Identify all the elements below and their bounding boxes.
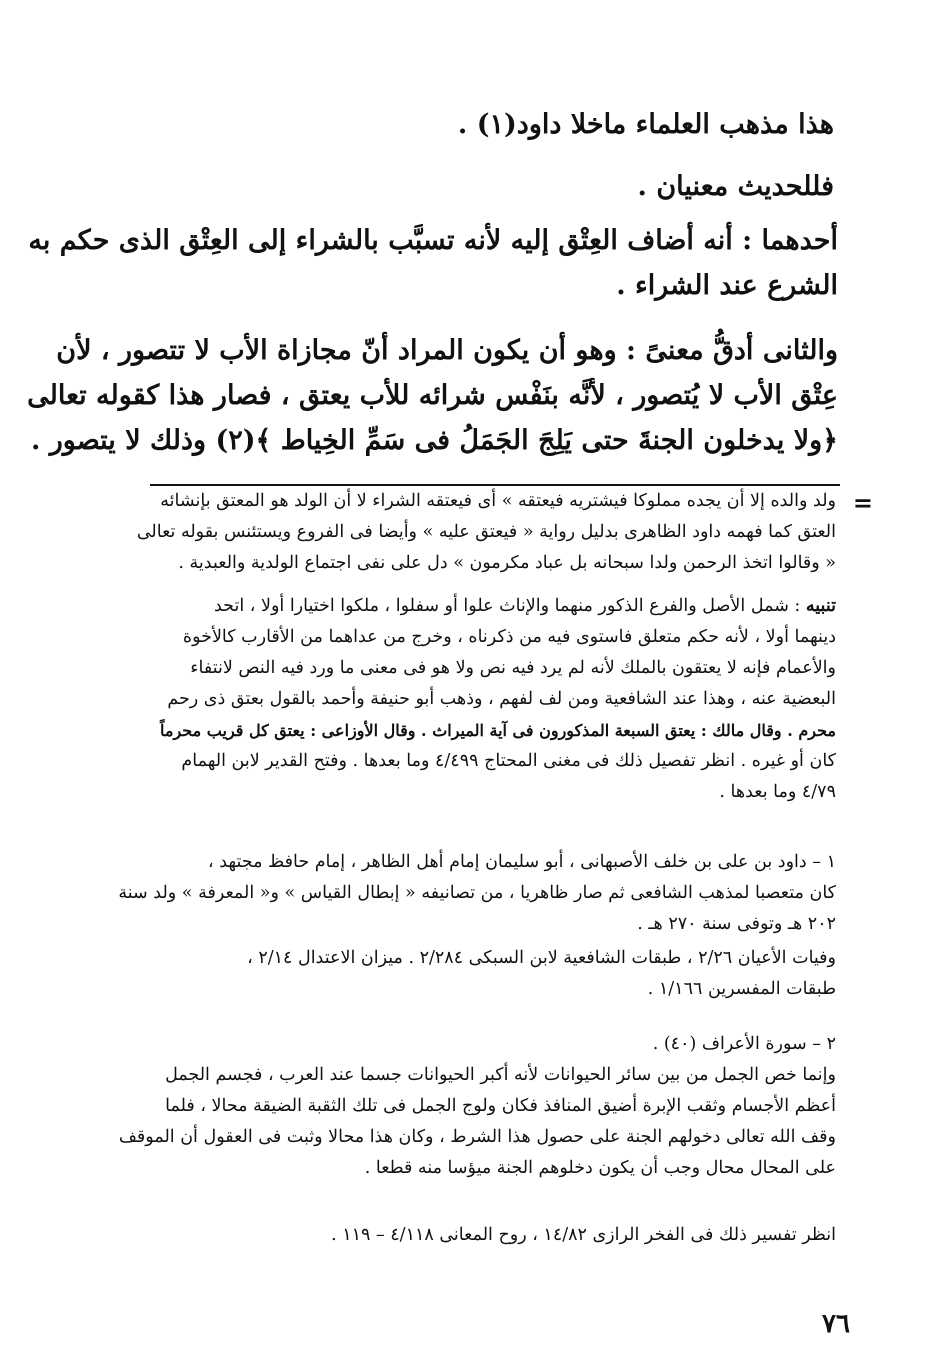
footnote-continuation: [91, 486, 836, 579]
paragraph-3-line-2: الشرع عند الشراء .: [616, 270, 838, 301]
main-paragraph-1: هذا مذهب العلماء ماخلا داود(١) .: [457, 109, 834, 140]
main-paragraph-4: [27, 328, 838, 463]
tanbih-line-1-text: : شمل الأصل والفرع الذكور منهما والإناث علوا أو سفلوا ، ملكوا اختيارا أولا ، اتحد: [213, 596, 806, 616]
footnote-1-sources: [91, 943, 836, 1005]
footnote-1-line-4: وفيات الأعيان ٢/٢٦ ، طبقات الشافعية لابن السبكى ٢/٢٨٤ . ميزان الاعتدال ٢/١٤ ،: [247, 948, 836, 968]
paragraph-3-line-1-text: : أنه أضاف العِتْق إليه لأنه تسبَّب بالشراء إلى العِتْق الذى حكم به: [28, 225, 762, 256]
footnote-1-line-1: ١ – داود بن على بن خلف الأصبهانى ، أبو سليمان إمام أهل الظاهر ، إمام حافظ مجتهد ،: [208, 852, 836, 872]
second-meaning-heading: والثانى أدقُّ معنىً: [645, 335, 838, 366]
footnote-2-line-4: وقف الله تعالى دخولهم الجنة على حصول هذا الشرط ، وكان هذا محالا وثبت فى العقول أن الموقف: [118, 1127, 836, 1147]
tanbih-line-1: [91, 591, 836, 622]
paragraph-4-line-1-text: : وهو أن يكون المراد أنّ مجازاة الأب لا تتصور ، لأن: [56, 335, 646, 366]
main-paragraph-3: [28, 218, 838, 263]
tanbih-line-7: ٤/٧٩ وما بعدها .: [719, 782, 836, 802]
footnote-2-line-5: على المحال محال وجب أن يكون دخلوهم الجنة ميؤسا منه قطعا .: [364, 1158, 836, 1178]
footnote-1: [91, 847, 836, 940]
footnote-1-line-5: طبقات المفسرين ١/١٦٦ .: [647, 979, 836, 999]
footnote-2: [91, 1029, 836, 1184]
paragraph-4-line-2: عِتْق الأب لا يُتصور ، لأنَّه بنَفْس شرائه للأب يعتق ، فصار هذا كقوله تعالى: [27, 380, 838, 411]
tanbih-line-4: البعضية عنه ، وهذا عند الشافعية ومن لف لفهم ، وذهب أبو حنيفة وأحمد بالقول بعتق ذى رحم: [167, 689, 836, 709]
continuation-mark: =: [852, 488, 873, 517]
footnote-cont-line-3: « وقالوا اتخذ الرحمن ولدا سبحانه بل عباد مكرمون » دل على نفى اجتماع الولدية والعبدية .: [178, 553, 836, 573]
tanbih-line-3: والأعمام فإنه لا يعتقون بالملك لأنه لم يرد فيه نص ولا هو فى معنى ما ورد فيه النص لانتفاء: [190, 658, 836, 678]
tanbih-line-6: كان أو غيره . انظر تفصيل ذلك فى مغنى المحتاج ٤/٤٩٩ وما بعدها . وفتح القدير لابن الهمام: [181, 751, 836, 771]
tanbih-line-2: دينهما أولا ، لأنه حكم متعلق فاستوى فيه من ذكرناه ، وخرج من عداهما من الأقارب كالأخوة: [182, 627, 836, 647]
footnote-cont-line-1: ولد والده إلا أن يجده مملوكا فيشتريه فيعتقه » أى فيعتقه الشراء لا أن الولد هو المعتق بإنشائه: [160, 491, 836, 511]
footnote-2-sources: [91, 1220, 836, 1251]
tanbih-line-5: محرم . وقال مالك : يعتق السبعة المذكورون فى آية الميراث . وقال الأوزاعى : يعتق كل قريب محرماً: [160, 721, 836, 740]
main-text-2: [134, 164, 834, 209]
footnote-2-line-2: وإنما خص الجمل من بين سائر الحيوانات لأنه أكبر الحيوانات جسما عند العرب ، فجسم الجمل: [165, 1065, 836, 1085]
tanbih-heading: تنبيه: [805, 596, 836, 616]
footnote-2-line-6: انظر تفسير ذلك فى الفخر الرازى ١٤/٨٢ ، روح المعانى ٤/١١٨ – ١١٩ .: [331, 1225, 836, 1245]
main-paragraph-2: فللحديث معنيان .: [637, 171, 834, 202]
footnote-1-line-2: كان متعصبا لمذهب الشافعى ثم صار ظاهريا ، من تصانيفه « إبطال القياس » و« المعرفة » ولد سنة: [118, 883, 836, 903]
tanbih-note: [91, 591, 836, 808]
footnote-2-line-1: ٢ – سورة الأعراف (٤٠) .: [652, 1034, 836, 1054]
footnote-2-line-3: أعظم الأجسام وثقب الإبرة أضيق المنافذ فكان ولوج الجمل فى تلك الثقبة الضيقة محالا ، فلما: [165, 1096, 836, 1116]
paragraph-4-line-3: ﴿ولا يدخلون الجنةَ حتى يَلِجَ الجَمَلُ فى سَمِّ الخِياط ﴾(٢) وذلك لا يتصور .: [30, 425, 838, 456]
first-meaning-heading: أحدهما: [761, 225, 838, 256]
main-paragraph-3b: [83, 263, 838, 308]
paragraph-3-line-1: [28, 218, 838, 263]
main-text: [134, 102, 834, 147]
paragraph-4-line-1: [56, 328, 838, 373]
page-number: ٧٦: [822, 1309, 850, 1339]
footnote-cont-line-2: العتق كما فهمه داود الظاهرى بدليل رواية « فيعتق عليه » وأيضا فى الفروع ويستئنس بقوله تعالى: [136, 522, 836, 542]
footnote-1-line-3: ٢٠٢ هـ وتوفى سنة ٢٧٠ هـ .: [637, 914, 836, 934]
